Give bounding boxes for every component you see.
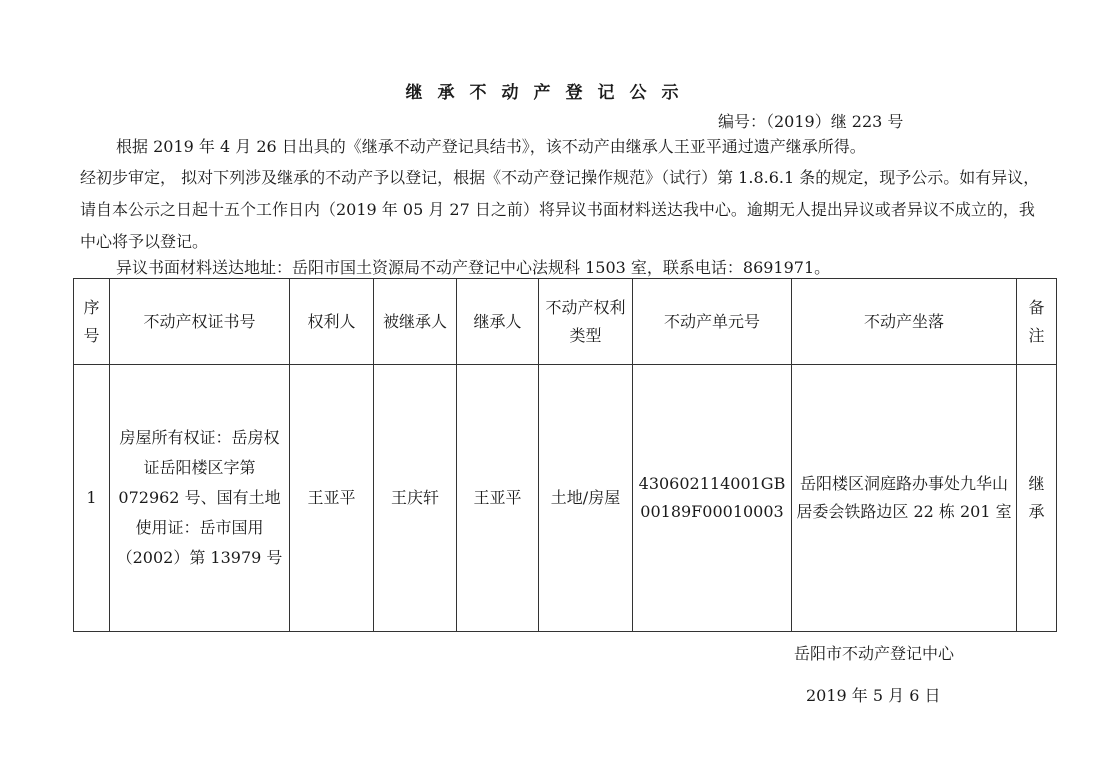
header-index: 序号	[74, 279, 110, 365]
table-row	[74, 365, 1057, 632]
cell-decedent: 王庆轩	[374, 365, 457, 632]
cell-remark: 继承	[1017, 365, 1057, 632]
header-right-holder: 权利人	[290, 279, 374, 365]
document-title: 继承不动产登记公示	[405, 83, 694, 103]
header-heir: 继承人	[457, 279, 539, 365]
cell-heir: 王亚平	[457, 365, 539, 632]
cell-right-holder: 王亚平	[290, 365, 374, 632]
header-location: 不动产坐落	[792, 279, 1017, 365]
cell-certificate-no: 房屋所有权证：岳房权证岳阳楼区字第 072962 号、国有土地使用证：岳市国用（2002）第 13979 号	[110, 365, 290, 632]
header-right-type: 不动产权利类型	[539, 279, 633, 365]
header-remark: 备注	[1017, 279, 1057, 365]
registration-table	[73, 278, 1057, 632]
cell-unit-no: 430602114001GB00189F00010003	[633, 365, 792, 632]
issuing-organization: 岳阳市不动产登记中心	[794, 644, 955, 663]
paragraph-notice: 经初步审定， 拟对下列涉及继承的不动产予以登记，根据《不动产登记操作规范》（试行）第 1.8.6.1 条的规定，现予公示。如有异议，请自本公示之日起十五个工作日内（2019 年 05 月 27 日之前）将异议书面材料送达我中心。逾期无人提出异议或者异议不成立的，我中心将予以登记。	[80, 168, 1040, 251]
cell-location: 岳阳楼区洞庭路办事处九华山居委会铁路边区 22 栋 201 室	[792, 365, 1017, 632]
header-unit-no: 不动产单元号	[633, 279, 792, 365]
table-header-row	[74, 279, 1057, 365]
issue-date: 2019 年 5 月 6 日	[806, 686, 941, 705]
header-decedent: 被继承人	[374, 279, 457, 365]
cell-index: 1	[74, 365, 110, 632]
document-number: 编号：（2019）继 223 号	[718, 112, 904, 131]
cell-right-type: 土地/房屋	[539, 365, 633, 632]
paragraph-intro: 根据 2019 年 4 月 26 日出具的《继承不动产登记具结书》，该不动产由继承人王亚平通过遗产继承所得。	[116, 137, 866, 156]
header-certificate-no: 不动产权证书号	[110, 279, 290, 365]
paragraph-address: 异议书面材料送达地址：岳阳市国土资源局不动产登记中心法规科 1503 室，联系电话：8691971。	[116, 258, 831, 277]
